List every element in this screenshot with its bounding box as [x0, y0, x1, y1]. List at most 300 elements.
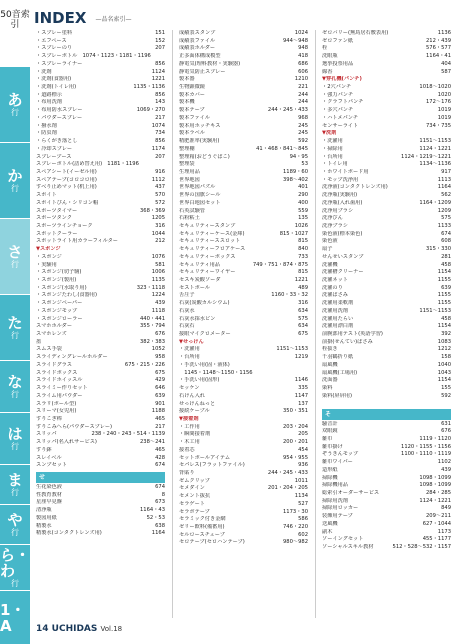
entry-page-numbers: 439: [155, 300, 165, 307]
entry-page-numbers: 203・204: [283, 423, 308, 430]
entry-name: 扇子: [322, 246, 333, 253]
entry-page-numbers: 749・751・874・875: [252, 261, 308, 268]
index-entry: [322, 269, 451, 277]
entry-page-numbers: 458: [441, 261, 451, 268]
index-entry: [179, 69, 308, 77]
entry-page-numbers: 1151〜1153: [419, 307, 451, 314]
entry-name: 染色液(標本染色): [322, 230, 363, 237]
index-tab[interactable]: [0, 218, 30, 294]
entry-page-numbers: 587: [441, 68, 451, 75]
index-tab-suffix: 行: [11, 389, 19, 399]
index-column-3: [322, 30, 451, 552]
index-entry: [322, 490, 451, 498]
index-entry: [322, 421, 451, 429]
entry-page-numbers: 244: [298, 99, 308, 106]
entry-name: スンプセット: [36, 462, 68, 469]
entry-name: ・洗剤: [36, 68, 52, 75]
entry-page-numbers: 437: [155, 184, 165, 191]
entry-page-numbers: 1043: [437, 369, 451, 376]
index-entry: [36, 192, 165, 200]
index-entry: [36, 300, 165, 308]
index-entry: [179, 192, 308, 200]
entry-name: 染色液: [322, 238, 338, 245]
entry-name: 千羽鶴折り紙: [322, 354, 354, 361]
entry-page-numbers: 1164・1209: [419, 199, 451, 206]
entry-name: 墨: [36, 338, 42, 345]
index-entry: [36, 455, 165, 463]
index-entry: [179, 532, 308, 540]
entry-name: スプレープース: [36, 153, 72, 160]
index-entry: [179, 200, 308, 208]
index-tab-kana: さ: [7, 242, 23, 261]
index-entry: [322, 262, 451, 270]
entry-name: 製本ラベル: [179, 130, 205, 137]
entry-name: スライム用パウダー: [36, 392, 83, 399]
index-entry: [36, 370, 165, 378]
column-divider: [315, 30, 316, 618]
index-entry: [36, 416, 165, 424]
index-tab-kana: や: [7, 510, 23, 529]
index-entry: [322, 482, 451, 490]
index-entry: [36, 447, 165, 455]
entry-page-numbers: 1224: [151, 292, 165, 299]
index-entry: [179, 455, 308, 463]
entry-page-numbers: 944〜948: [283, 37, 308, 44]
entry-page-numbers: 1076: [151, 253, 165, 260]
index-entry: [36, 462, 165, 470]
entry-page-numbers: 1120・1155・1156: [401, 443, 451, 450]
entry-page-numbers: 1135: [151, 277, 165, 283]
index-tab[interactable]: [0, 544, 30, 590]
entry-name: ・ホワイトボード用: [322, 168, 369, 175]
entry-page-numbers: 575: [298, 315, 308, 322]
entry-page-numbers: 41・468・841〜845: [256, 145, 308, 152]
entry-page-numbers: 916: [155, 168, 165, 175]
entry-page-numbers: 676: [155, 331, 165, 338]
entry-name: 精製水(コンタクトレンズ用): [36, 530, 102, 537]
entry-name: ・洗濯用: [179, 346, 200, 353]
entry-name: ・実験用: [36, 261, 57, 268]
entry-name: 双眼鏡: [322, 428, 338, 435]
entry-page-numbers: 212・439: [426, 37, 451, 44]
entry-page-numbers: 398〜402: [283, 176, 308, 183]
entry-page-numbers: 631: [441, 420, 451, 427]
entry-name: 線香: [322, 68, 333, 75]
index-entry: [36, 200, 165, 208]
entry-page-numbers: 1164: [151, 530, 165, 537]
entry-name: 洗濯用たらい: [322, 315, 354, 322]
index-tab-suffix: 行: [11, 487, 19, 497]
index-entry: [36, 254, 165, 262]
entry-page-numbers: 244・245・433: [267, 469, 308, 476]
entry-page-numbers: 602: [298, 531, 308, 538]
index-entry: [179, 439, 308, 447]
entry-name: 整理箱(おどうぐばこ): [179, 153, 230, 160]
entry-name: ・スポンジペーパー: [36, 300, 83, 307]
entry-name: ・台所用: [179, 354, 200, 361]
entry-name: セメダイン: [179, 485, 205, 492]
entry-name: すりこみへら(パウダースプレー): [36, 423, 113, 430]
entry-name: ・工作用: [179, 423, 200, 430]
entry-page-numbers: 245: [298, 122, 308, 129]
index-tab-suffix: 行: [11, 330, 19, 340]
entry-page-numbers: 815・1027: [279, 230, 308, 237]
entry-name: せんせいスタンプ: [322, 253, 364, 260]
entry-name: セスキ炭酸ソーダ: [179, 277, 221, 283]
index-tab[interactable]: [0, 412, 30, 464]
entry-page-numbers: 1113: [437, 176, 451, 183]
index-entry: [36, 385, 165, 393]
entry-page-numbers: 221: [298, 84, 308, 91]
index-tab[interactable]: [0, 590, 30, 644]
entry-name: スライドグラス: [36, 361, 72, 368]
entry-name: 成績表スタンプ: [179, 30, 216, 36]
entry-name: 前腕部用テスト(英語学習): [322, 331, 383, 338]
group-label: ▼スポンジ: [36, 246, 61, 253]
entry-page-numbers: 1102: [437, 459, 451, 466]
entry-name: 洗濯槽クリーナー: [322, 269, 364, 276]
entry-page-numbers: 1221: [151, 76, 165, 83]
entry-name: 精製水: [36, 522, 52, 529]
index-entry: [179, 208, 308, 216]
entry-name: ・ハトメパンチ: [322, 114, 359, 121]
entry-name: 雑巾ワイパー: [322, 459, 353, 466]
entry-page-numbers: 238・240・243・514・1139: [91, 431, 165, 438]
entry-name: ・布用洗剤: [36, 99, 62, 106]
entry-page-numbers: 1151〜1153: [419, 138, 451, 145]
entry-page-numbers: 382・383: [140, 338, 165, 345]
entry-page-numbers: 675: [298, 331, 308, 338]
entry-name: ・スポンジローラー: [36, 315, 83, 322]
entry-name: ・布用防水スプレー: [36, 107, 83, 114]
entry-name: 製本テープ: [179, 107, 205, 114]
entry-name: スポイトびん・シリコン帽: [36, 199, 99, 206]
index-entry: [179, 123, 308, 131]
entry-name: ・多穴パンチ: [322, 107, 354, 114]
entry-name: ・クラフトパンチ: [322, 99, 364, 106]
index-entry: [179, 223, 308, 231]
entry-page-numbers: 400: [298, 199, 308, 206]
entry-name: 掃除機: [322, 474, 338, 481]
entry-page-numbers: 201・204・205: [267, 485, 308, 492]
index-entry: [179, 154, 308, 162]
index-entry: [179, 292, 308, 300]
entry-name: 洗濯用漂白剤: [322, 323, 354, 330]
index-entry: [179, 424, 308, 432]
index-entry: [36, 292, 165, 300]
index-entry: [36, 377, 165, 385]
entry-page-numbers: 638: [155, 522, 165, 529]
section-heading: そ: [322, 409, 451, 420]
index-entry: [322, 285, 451, 293]
entry-name: ・スポンジモップ: [36, 307, 78, 314]
index-entry: [179, 254, 308, 262]
index-entry: [322, 498, 451, 506]
index-entry: [179, 346, 308, 354]
entry-page-numbers: 350・351: [283, 408, 308, 415]
entry-page-numbers: 217: [155, 423, 165, 430]
entry-page-numbers: 627・1044: [422, 520, 451, 527]
entry-page-numbers: 1154: [437, 323, 451, 330]
entry-page-numbers: 8: [161, 491, 165, 498]
entry-name: スレイベル: [36, 454, 62, 461]
entry-page-numbers: 1019: [437, 114, 451, 121]
index-entry: [179, 184, 308, 192]
entry-page-numbers: 1173・30: [283, 508, 308, 515]
entry-name: 世界地図パズル: [179, 184, 216, 191]
index-group-heading: [322, 130, 451, 138]
index-entry: [36, 523, 165, 531]
entry-page-numbers: 53: [301, 161, 308, 168]
entry-name: 洗濯ばさみ: [322, 292, 348, 299]
entry-page-numbers: 1124: [151, 68, 165, 75]
entry-name: ・手洗い用(固形): [179, 377, 220, 384]
index-entry: [36, 53, 165, 61]
entry-name: スポーツラインチョーク: [36, 222, 93, 229]
entry-name: すべり止めマット(机上用): [36, 184, 97, 191]
index-entry: [179, 385, 308, 393]
entry-name: セストボール: [179, 284, 211, 291]
entry-name: ・洗濯用: [322, 138, 343, 145]
index-entry: [179, 316, 308, 324]
entry-name: 染料(屏屏用): [322, 392, 352, 399]
page-footer: [36, 624, 122, 634]
index-entry: [36, 238, 165, 246]
entry-name: すりこぎ棒: [36, 415, 62, 422]
index-entry: [179, 246, 308, 254]
entry-name: ・木工用: [179, 439, 200, 446]
entry-name: ・道路標示: [36, 91, 62, 98]
entry-name: ゼロバリー(無鳥居石敷表用): [322, 30, 389, 36]
entry-page-numbers: 151: [155, 30, 165, 36]
entry-name: 洗濯用洗剤: [322, 307, 348, 314]
index-tab-suffix: 行: [11, 441, 19, 451]
index-entry: [322, 346, 451, 354]
index-tab-kana: た: [7, 313, 23, 332]
entry-page-numbers: 634: [298, 323, 308, 330]
entry-page-numbers: 455・1177: [422, 536, 451, 543]
entry-page-numbers: 1160・33・32: [271, 292, 308, 299]
entry-name: 石粉粘土: [179, 215, 200, 222]
index-entry: [179, 238, 308, 246]
entry-name: 正多面体構成模型: [179, 53, 221, 60]
entry-name: ・モップ洗浄用: [322, 176, 359, 183]
entry-name: 洗浄液(コンタクトレンズ用): [322, 184, 388, 191]
entry-page-numbers: 323・1118: [136, 284, 165, 291]
entry-name: スリッパ: [36, 431, 57, 438]
entry-page-numbers: 572: [155, 199, 165, 206]
index-entry: [179, 177, 308, 185]
index-group-heading: [36, 246, 165, 254]
entry-page-numbers: 954・955: [283, 454, 308, 461]
entry-page-numbers: 815: [298, 269, 308, 276]
entry-name: 選挙投票用品: [322, 60, 354, 67]
index-entry: [322, 362, 451, 370]
entry-page-numbers: 1155: [437, 300, 451, 307]
index-entry: [36, 285, 165, 293]
entry-name: ・冷却スプレー: [36, 145, 73, 152]
entry-name: 石英試験管: [179, 207, 205, 214]
entry-name: ・スプレーのり: [36, 45, 73, 52]
index-tab[interactable]: [0, 360, 30, 412]
entry-name: スマホホルダー: [36, 323, 73, 330]
entry-name: スラリ(ボール型): [36, 400, 77, 407]
index-entry: [36, 215, 165, 223]
entry-name: セキュリティーボックス: [179, 253, 236, 260]
index-entry: [322, 123, 451, 131]
entry-name: ・スプレーライナー: [36, 60, 83, 67]
entry-name: 洗眼瓶: [322, 53, 338, 60]
group-label: ▼穿孔機(パンチ): [322, 76, 362, 83]
entry-page-numbers: 1155: [437, 277, 451, 283]
entry-name: ・トイレ用: [322, 161, 348, 168]
index-entry: [179, 300, 308, 308]
index-entry: [179, 354, 308, 362]
entry-page-numbers: 1069・270: [136, 107, 165, 114]
index-tab[interactable]: [0, 66, 30, 142]
index-entry: [179, 161, 308, 169]
entry-page-numbers: 1134〜1136: [419, 161, 451, 168]
entry-page-numbers: 901: [155, 400, 165, 407]
index-entry: [36, 69, 165, 77]
entry-name: ・スポンジたわし(食器用): [36, 292, 97, 299]
brand-name: UCHIDAS: [51, 624, 98, 634]
index-tab[interactable]: [0, 142, 30, 218]
entry-page-numbers: 1011: [294, 477, 308, 484]
index-entry: [322, 385, 451, 393]
entry-name: センサーライト: [322, 122, 359, 129]
entry-name: 清浄瓶: [36, 507, 52, 514]
index-entry: [36, 323, 165, 331]
entry-name: ・スプレー塗料: [36, 30, 73, 36]
index-entry: [179, 470, 308, 478]
entry-name: 洗面器: [322, 377, 338, 384]
entry-page-numbers: 639: [441, 284, 451, 291]
index-entry: [179, 447, 308, 455]
entry-name: ・台所用: [322, 153, 343, 160]
entry-name: 送風機: [322, 520, 338, 527]
page-title: INDEX: [34, 9, 87, 27]
entry-page-numbers: 746・220: [283, 524, 308, 530]
entry-name: 製本用ホッチキス: [179, 122, 221, 129]
entry-page-numbers: 1124・1219〜1221: [401, 153, 451, 160]
entry-name: 洗浄ブラシ: [322, 222, 348, 229]
entry-page-numbers: 592: [441, 392, 451, 399]
entry-name: ソーシャルスキル教材: [322, 544, 374, 550]
index-entry: [322, 146, 451, 154]
entry-page-numbers: 155: [441, 385, 451, 392]
entry-page-numbers: 209〜211: [426, 513, 451, 520]
entry-page-numbers: 315・330: [426, 246, 451, 253]
entry-page-numbers: 1026: [294, 222, 308, 229]
index-tab-suffix: 行: [11, 578, 19, 588]
entry-page-numbers: 335: [298, 385, 308, 392]
index-entry: [322, 254, 451, 262]
entry-name: 洗濯のり: [322, 284, 343, 291]
index-entry: [322, 475, 451, 483]
entry-name: 掃除機用品: [322, 482, 348, 489]
index-entry: [322, 115, 451, 123]
index-entry: [322, 377, 451, 385]
entry-name: 静電気防止スプレー: [179, 68, 226, 75]
entry-page-numbers: 1018〜1020: [419, 84, 451, 91]
index-entry: [179, 277, 308, 285]
entry-name: 前掛(せんてい)ばさみ: [322, 338, 373, 345]
index-tab[interactable]: [0, 294, 30, 360]
index-entry: [179, 169, 308, 177]
entry-page-numbers: 465: [155, 415, 165, 422]
entry-page-numbers: 489: [298, 284, 308, 291]
section-heading: せ: [36, 472, 165, 483]
entry-name: スライミー作りセット: [36, 385, 88, 392]
index-group-heading: [179, 416, 308, 424]
entry-name: スライドホイッスル: [36, 377, 83, 384]
entry-name: 栓: [322, 45, 328, 52]
entry-name: セラミック付き金網: [179, 516, 226, 523]
index-entry: [322, 84, 451, 92]
index-entry: [322, 354, 451, 362]
entry-name: 生物顕微鏡: [179, 84, 205, 91]
entry-page-numbers: 244・245・433: [267, 107, 308, 114]
entry-name: ・撥水剤: [36, 122, 57, 129]
entry-name: 染料: [322, 385, 333, 392]
index-entry: [322, 169, 451, 177]
entry-name: 静電気(理科教材・実験器): [179, 60, 241, 67]
entry-page-numbers: 849: [441, 505, 451, 512]
entry-page-numbers: 512・528〜532・1157: [392, 544, 451, 550]
index-entry: [322, 69, 451, 77]
entry-name: 造形紙: [322, 466, 338, 473]
entry-page-numbers: 1074: [151, 122, 165, 129]
index-entry: [36, 38, 165, 46]
entry-page-numbers: 401: [298, 184, 308, 191]
entry-page-numbers: 586: [298, 516, 308, 523]
entry-page-numbers: 172〜176: [426, 99, 451, 106]
index-entry: [179, 516, 308, 524]
index-tab-kana: 1・A: [0, 600, 26, 635]
index-entry: [322, 61, 451, 69]
entry-page-numbers: 634: [298, 307, 308, 314]
entry-page-numbers: 1164・43: [140, 507, 165, 514]
entry-page-numbers: 1219: [294, 354, 308, 361]
index-entry: [179, 331, 308, 339]
index-entry: [322, 300, 451, 308]
entry-name: スペアシート(イーゼル用): [36, 168, 97, 175]
index-entry: [179, 539, 308, 547]
index-tab-suffix: 行: [11, 183, 19, 193]
index-tab[interactable]: [0, 464, 30, 504]
index-tab[interactable]: [0, 504, 30, 544]
index-entry: [36, 208, 165, 216]
entry-name: ・2穴パンチ: [322, 84, 352, 91]
index-entry: [322, 444, 451, 452]
entry-page-numbers: 355・794: [140, 323, 165, 330]
index-entry: [36, 61, 165, 69]
index-tab-kana: か: [7, 166, 23, 185]
entry-page-numbers: 290: [298, 192, 308, 199]
index-entry: [36, 92, 165, 100]
entry-page-numbers: 1164: [437, 184, 451, 191]
entry-name: ・洗剤(トイレ用): [36, 84, 77, 91]
entry-page-numbers: 158: [441, 354, 451, 361]
entry-name: 石灰水採水ビン: [179, 315, 216, 322]
index-entry: [36, 362, 165, 370]
entry-page-numbers: 404: [441, 60, 451, 67]
index-entry: [322, 544, 451, 552]
entry-name: スペアテープ(コロコロ用): [36, 176, 97, 183]
entry-page-numbers: 527: [298, 500, 308, 507]
index-entry: [179, 362, 308, 370]
